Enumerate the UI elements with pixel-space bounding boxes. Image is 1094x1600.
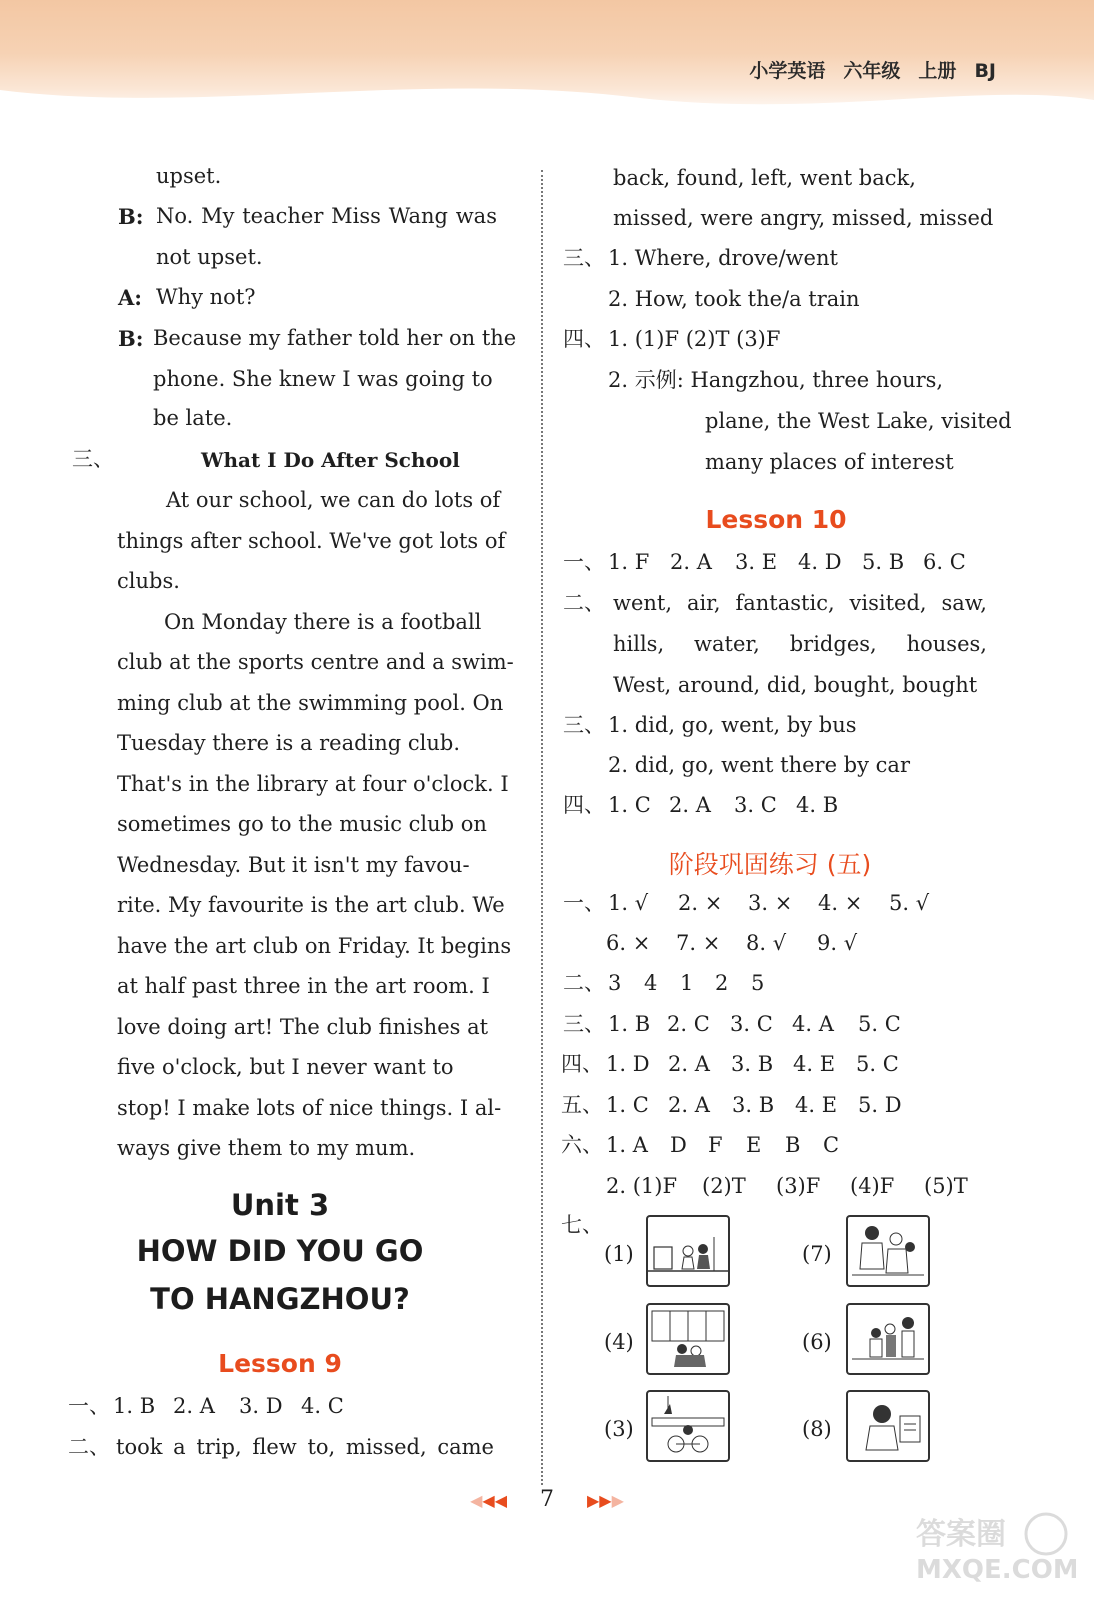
- picture-label: (6): [802, 1330, 832, 1354]
- section-label: 一、: [68, 1394, 110, 1418]
- dialogue-line: be late.: [153, 406, 233, 430]
- picture-bus-scene: [646, 1215, 730, 1287]
- answer-item: 1. D: [606, 1052, 650, 1076]
- answer-item: 7. ×: [676, 931, 721, 955]
- page-number: 7: [540, 1487, 554, 1512]
- answer-item: 3. B: [731, 1052, 774, 1076]
- speaker-label: B:: [118, 204, 144, 229]
- answer-row: [113, 1396, 344, 1417]
- section-label: 四、: [561, 1052, 603, 1076]
- answer-item: 1. B: [608, 1012, 651, 1036]
- section-label: 六、: [561, 1133, 603, 1157]
- section-label: 七、: [561, 1213, 603, 1237]
- answer-item: 2. A: [668, 1093, 710, 1117]
- dialogue-line: Because my father told her on the: [153, 326, 517, 350]
- column-divider: [541, 170, 543, 1485]
- answer-item: E: [746, 1133, 762, 1157]
- section-label: 三、: [563, 1012, 605, 1036]
- picture-label: (4): [604, 1330, 634, 1354]
- essay-line: five o'clock, but I never want to: [117, 1055, 454, 1079]
- header-volume: 上册: [918, 60, 957, 82]
- next-arrow-icon[interactable]: ▶▶: [587, 1491, 612, 1510]
- essay-line: stop! I make lots of nice things. I al-: [117, 1096, 502, 1120]
- section-label: 三、: [72, 447, 114, 471]
- dialogue-line: Why not?: [156, 285, 256, 309]
- header-subject: 小学英语: [749, 60, 826, 82]
- answer-row: [606, 1135, 839, 1156]
- answer-item: (2)T: [702, 1174, 746, 1198]
- answer-item: 2. A: [670, 550, 712, 574]
- section-label: 二、: [563, 591, 605, 615]
- unit-title-line: HOW DID YOU GO: [136, 1234, 424, 1268]
- essay-line: Tuesday there is a reading club.: [117, 731, 461, 755]
- answer-item: 5: [751, 971, 765, 995]
- answer-item: 5. D: [858, 1093, 902, 1117]
- answer-item: 5. √: [889, 891, 930, 915]
- reading-illustration-icon: [848, 1392, 928, 1460]
- answer-item: 4: [644, 971, 658, 995]
- answer-row: [608, 973, 764, 994]
- answer-item: 1. A: [606, 1133, 648, 1157]
- prev-arrow-icon[interactable]: ◀◀: [482, 1491, 507, 1510]
- answer-line: back, found, left, went back,: [613, 166, 916, 190]
- stage-review-heading: 阶段巩固练习 (五): [668, 850, 872, 879]
- answer-item: 4. C: [301, 1394, 344, 1418]
- answer-item: 3. B: [732, 1093, 775, 1117]
- answer-line: 1. Where, drove/went: [608, 246, 838, 270]
- answer-item: (3)F: [776, 1174, 821, 1198]
- answer-item: 6. ×: [606, 931, 651, 955]
- essay-line: club at the sports centre and a swim-: [117, 650, 514, 674]
- essay-title: What I Do After School: [201, 448, 460, 472]
- lesson-9-heading: Lesson 9: [218, 1349, 342, 1378]
- answer-row: [606, 933, 857, 954]
- bus-stop-illustration-icon: [648, 1217, 728, 1285]
- dialogue-line: phone. She knew I was going to: [153, 367, 493, 391]
- answer-item: 1: [680, 971, 694, 995]
- answer-item: 1. C: [606, 1093, 649, 1117]
- essay-line: rite. My favourite is the art club. We: [117, 893, 505, 917]
- answer-item: 9. √: [817, 931, 858, 955]
- answer-item: 4. E: [795, 1093, 838, 1117]
- answer-row: [608, 1014, 901, 1035]
- essay-line: have the art club on Friday. It begins: [117, 934, 512, 958]
- answer-item: 2. A: [669, 793, 711, 817]
- essay-line: at half past three in the art room. I: [117, 974, 490, 998]
- unit-title-line: Unit 3: [230, 1188, 330, 1222]
- answer-item: 1. C: [608, 793, 651, 817]
- answer-item: 2. C: [667, 1012, 710, 1036]
- answer-item: 1. √: [608, 891, 649, 915]
- answer-line: missed, were angry, missed, missed: [613, 206, 994, 230]
- essay-line: things after school. We've got lots of: [117, 529, 506, 553]
- answer-item: 1. F: [608, 550, 650, 574]
- answer-line: West, around, did, bought, bought: [613, 673, 978, 697]
- unit-title-line: TO HANGZHOU?: [150, 1282, 410, 1316]
- answer-item: 4. A: [792, 1012, 834, 1036]
- answer-text: went, air, fantastic, visited, saw,: [613, 591, 987, 615]
- answer-item: 2. A: [173, 1394, 215, 1418]
- section-label: 四、: [563, 327, 605, 351]
- dialogue-line: upset.: [156, 164, 222, 188]
- answer-row: [608, 795, 838, 816]
- picture-family-scene: [846, 1215, 930, 1287]
- answer-item: 5. B: [862, 550, 905, 574]
- picture-walk-scene: [846, 1303, 930, 1375]
- essay-line: On Monday there is a football: [164, 610, 482, 634]
- answer-line: [613, 593, 987, 614]
- answer-item: F: [708, 1133, 723, 1157]
- answer-line: 2. 示例: Hangzhou, three hours,: [608, 368, 944, 392]
- answer-line: 1. (1)F (2)T (3)F: [608, 327, 781, 351]
- answer-item: 4. E: [793, 1052, 836, 1076]
- section-label: 二、: [68, 1435, 110, 1459]
- answer-item: 3. E: [735, 550, 778, 574]
- essay-line: sometimes go to the music club on: [117, 812, 487, 836]
- prev-arrow-icon[interactable]: ◀: [470, 1491, 483, 1510]
- picture-label: (1): [604, 1242, 634, 1266]
- picture-label: (3): [604, 1417, 634, 1441]
- section-label: 五、: [561, 1093, 603, 1117]
- speaker-label: A:: [118, 285, 143, 310]
- header-edition: BJ: [974, 60, 996, 82]
- picture-train-scene: [646, 1303, 730, 1375]
- answer-line: 1. did, go, went, by bus: [608, 713, 857, 737]
- picture-bike-scene: [646, 1390, 730, 1462]
- answer-item: 2. ×: [678, 891, 723, 915]
- answer-item: (5)T: [924, 1174, 968, 1198]
- next-arrow-icon[interactable]: ▶: [611, 1491, 624, 1510]
- essay-line: At our school, we can do lots of: [166, 488, 501, 512]
- answer-line: [116, 1437, 494, 1458]
- svg-text:MXQE.COM: MXQE.COM: [916, 1555, 1076, 1585]
- answer-item: C: [823, 1133, 840, 1157]
- section-label: 一、: [563, 550, 605, 574]
- svg-text:答案圈: 答案圈: [916, 1517, 1006, 1552]
- answer-text: hills, water, bridges, houses,: [613, 632, 987, 656]
- answer-line: plane, the West Lake, visited: [705, 409, 1012, 433]
- answer-item: 2. (1)F: [606, 1174, 678, 1198]
- header-book-info: [731, 56, 996, 83]
- section-label: 四、: [563, 793, 605, 817]
- header-grade: 六年级: [843, 60, 901, 82]
- answer-row: [606, 1176, 968, 1197]
- answer-item: 3. D: [239, 1394, 283, 1418]
- answer-text: took a trip, flew to, missed, came: [116, 1435, 494, 1459]
- section-label: 一、: [563, 891, 605, 915]
- answer-item: 1. B: [113, 1394, 156, 1418]
- cycling-illustration-icon: [648, 1392, 728, 1460]
- answer-row: [606, 1095, 902, 1116]
- answer-item: 4. B: [796, 793, 839, 817]
- answer-item: 8. √: [746, 931, 787, 955]
- essay-line: love doing art! The club finishes at: [117, 1015, 489, 1039]
- answer-item: 3. C: [730, 1012, 773, 1036]
- answer-item: 4. D: [798, 550, 842, 574]
- section-label: 三、: [563, 713, 605, 737]
- answer-line: 2. How, took the/a train: [608, 287, 860, 311]
- essay-line: clubs.: [117, 569, 180, 593]
- answer-item: 2. A: [668, 1052, 710, 1076]
- essay-line: ways give them to my mum.: [117, 1136, 416, 1160]
- picture-reading-scene: [846, 1390, 930, 1462]
- answer-item: 3. ×: [748, 891, 793, 915]
- picture-label: (7): [802, 1242, 832, 1266]
- answer-item: 3: [608, 971, 622, 995]
- watermark-logo: [906, 1508, 1076, 1592]
- family-illustration-icon: [848, 1217, 928, 1285]
- section-label: 三、: [563, 246, 605, 270]
- answer-row: [608, 893, 929, 914]
- essay-line: That's in the library at four o'clock. I: [117, 772, 509, 796]
- answer-line: [613, 634, 987, 655]
- train-window-illustration-icon: [648, 1305, 728, 1373]
- speaker-label: B:: [118, 326, 144, 351]
- picture-label: (8): [802, 1417, 832, 1441]
- answer-item: D: [670, 1133, 687, 1157]
- essay-line: ming club at the swimming pool. On: [117, 691, 504, 715]
- answer-item: B: [785, 1133, 801, 1157]
- dialogue-line: [156, 206, 497, 227]
- answer-item: 2: [715, 971, 729, 995]
- essay-line: Wednesday. But it isn't my favou-: [117, 853, 470, 877]
- lesson-10-heading: Lesson 10: [705, 505, 847, 534]
- watermark-logo-icon: [906, 1508, 1076, 1588]
- dialogue-line: not upset.: [156, 245, 263, 269]
- answer-row: [606, 1054, 899, 1075]
- answer-item: 4. ×: [818, 891, 863, 915]
- answer-row: [608, 552, 966, 573]
- answer-item: 3. C: [734, 793, 777, 817]
- section-label: 二、: [563, 971, 605, 995]
- answer-line: 2. did, go, went there by car: [608, 753, 910, 777]
- answer-item: 6. C: [923, 550, 966, 574]
- answer-item: 5. C: [858, 1012, 901, 1036]
- answer-item: 5. C: [856, 1052, 899, 1076]
- answer-line: many places of interest: [705, 450, 954, 474]
- family-walking-illustration-icon: [848, 1305, 928, 1373]
- answer-item: (4)F: [850, 1174, 895, 1198]
- dialogue-text: No. My teacher Miss Wang was: [156, 204, 497, 228]
